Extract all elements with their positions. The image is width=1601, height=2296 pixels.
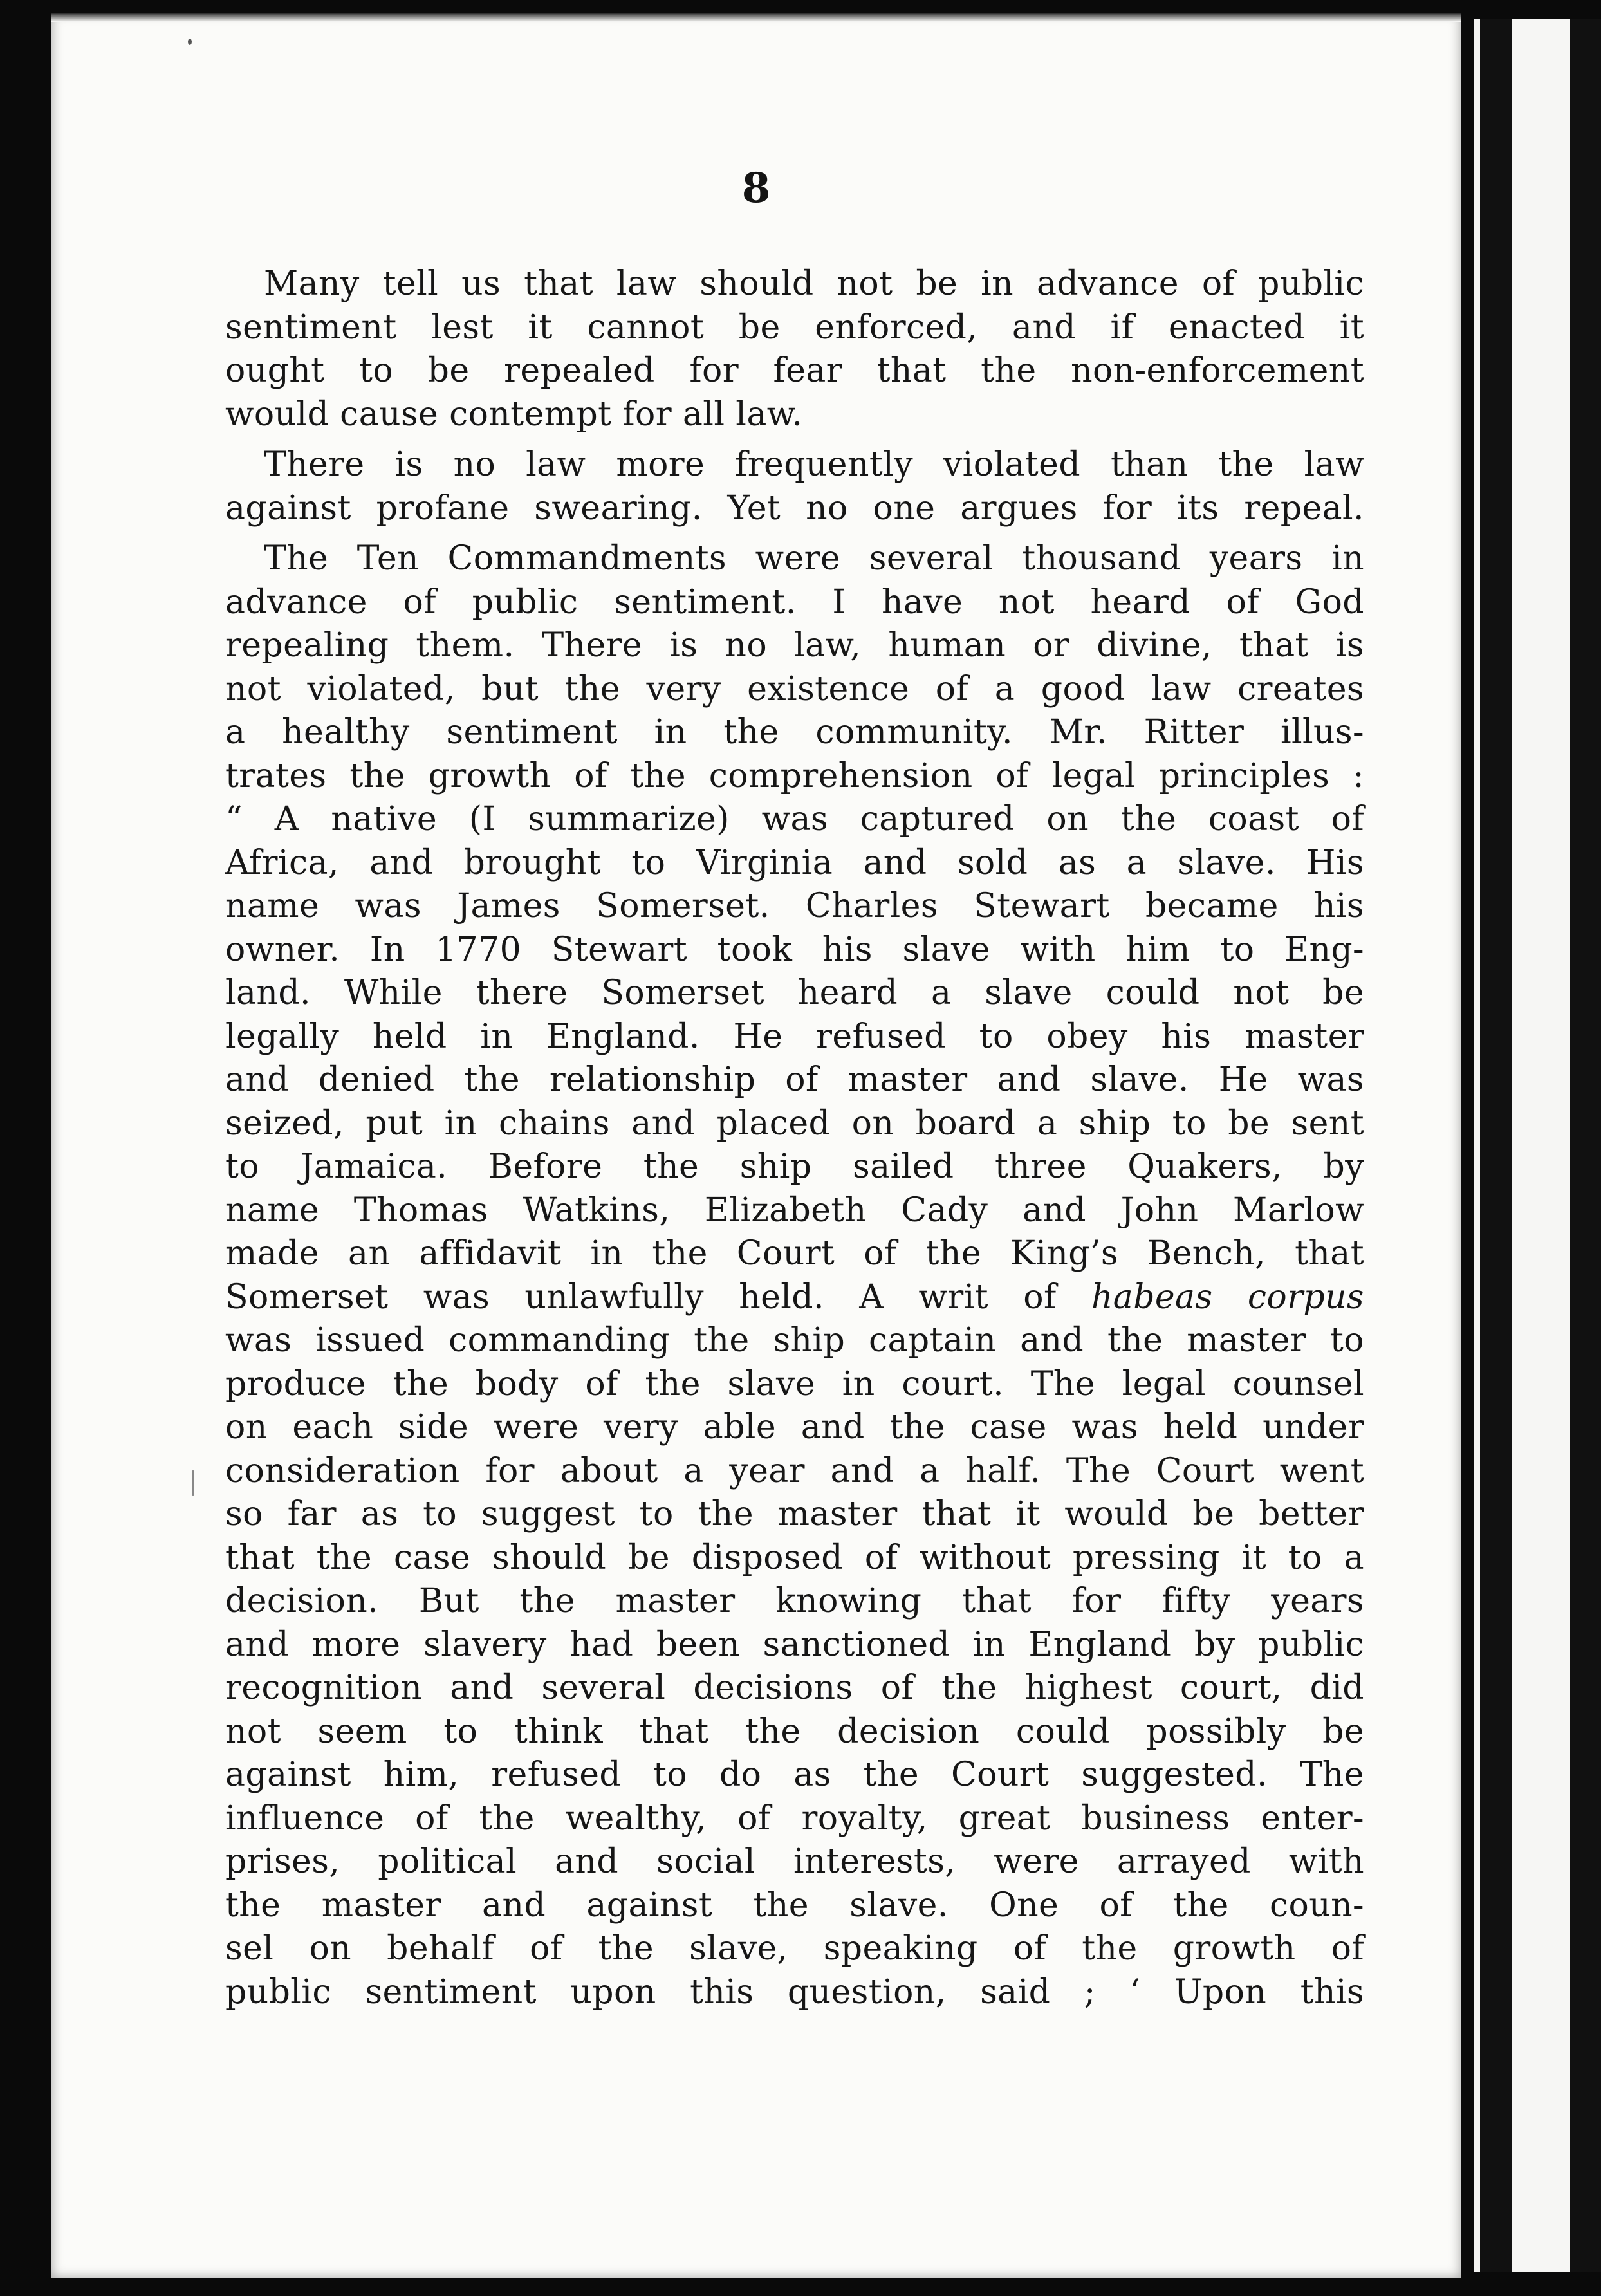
text-line: so far as to suggest to the master that it would be better (225, 1495, 1364, 1533)
text-line: consideration for about a year and a half. The Court went (225, 1451, 1364, 1490)
text-line: and denied the relationship of master and slave. He was (225, 1060, 1364, 1099)
text-line: recognition and several decisions of the highest court, did (225, 1669, 1364, 1707)
text-line: Many tell us that law should not be in advance of public (264, 264, 1364, 303)
text-line: prises, political and social interests, were arrayed with (225, 1842, 1364, 1881)
text-line: The Ten Commandments were several thousand years in (264, 539, 1364, 578)
text-line: owner. In 1770 Stewart took his slave with him to Eng- (225, 930, 1364, 969)
scan-speck (188, 39, 192, 45)
text-line: name Thomas Watkins, Elizabeth Cady and John Marlow (225, 1190, 1364, 1230)
text-line: produce the body of the slave in court. The legal counsel (225, 1364, 1364, 1403)
text-line: There is no law more frequently violated than the law (264, 445, 1364, 484)
adjacent-page-edge (1474, 19, 1601, 2272)
document-page (51, 13, 1461, 2278)
text-line: not violated, but the very existence of a good law creates (225, 669, 1364, 708)
text-line: repealing them. There is no law, human or divine, that is (225, 626, 1364, 665)
paragraph-law-advance (225, 263, 1364, 436)
text-line: trates the growth of the comprehension of legal principles : (225, 756, 1364, 795)
text-segment: Somerset was unlawfully held. A writ of (225, 1277, 1091, 1317)
page-number: 8 (741, 164, 771, 212)
text-line: name was James Somerset. Charles Stewart became his (225, 887, 1364, 925)
text-line: ought to be repealed for fear that the non-enforcement (225, 351, 1364, 390)
text-line: decision. But the master knowing that for fifty years (225, 1582, 1364, 1620)
text-line: made an affidavit in the Court of the King’s Bench, that (225, 1234, 1364, 1273)
text-line: legally held in England. He refused to obey his master (225, 1017, 1364, 1056)
text-line: on each side were very able and the case was held under (225, 1408, 1364, 1447)
text-line: would cause contempt for all law. (225, 394, 803, 434)
text-line: land. While there Somerset heard a slave could not be (225, 974, 1364, 1012)
text-line: that the case should be disposed of without pressing it to a (225, 1538, 1364, 1577)
text-line: a healthy sentiment in the community. Mr. Ritter illus- (225, 713, 1364, 752)
text-line: to Jamaica. Before the ship sailed three Quakers, by (225, 1147, 1364, 1186)
body-text (225, 263, 1364, 2021)
text-line: and more slavery had been sanctioned in England by public (225, 1625, 1364, 1664)
text-line: influence of the wealthy, of royalty, great business enter- (225, 1799, 1364, 1838)
text-line: not seem to think that the decision could possibly be (225, 1712, 1364, 1751)
text-line: sel on behalf of the slave, speaking of the growth of (225, 1929, 1364, 1968)
text-line: was issued commanding the ship captain and the master to (225, 1321, 1364, 1360)
paragraph-ten-commandments (225, 537, 1364, 2014)
italic-term: habeas corpus (1091, 1277, 1364, 1317)
scan-speck (192, 1470, 194, 1496)
paragraph-profane-swearing (225, 443, 1364, 530)
text-line: against him, refused to do as the Court suggested. The (225, 1755, 1364, 1794)
text-line: advance of public sentiment. I have not heard of God (225, 582, 1364, 622)
text-line: against profane swearing. Yet no one argues for its repeal. (225, 488, 1364, 528)
text-line-habeas-corpus (225, 1276, 1364, 1320)
text-line: the master and against the slave. One of the coun- (225, 1885, 1364, 1925)
text-line: “ A native (I summarize) was captured on the coast of (225, 800, 1364, 838)
text-line: sentiment lest it cannot be enforced, and if enacted it (225, 308, 1364, 347)
text-line: public sentiment upon this question, said ; ‘ Upon this (225, 1972, 1364, 2012)
text-line: Africa, and brought to Virginia and sold as a slave. His (225, 843, 1364, 882)
text-line: seized, put in chains and placed on board a ship to be sent (225, 1104, 1364, 1143)
